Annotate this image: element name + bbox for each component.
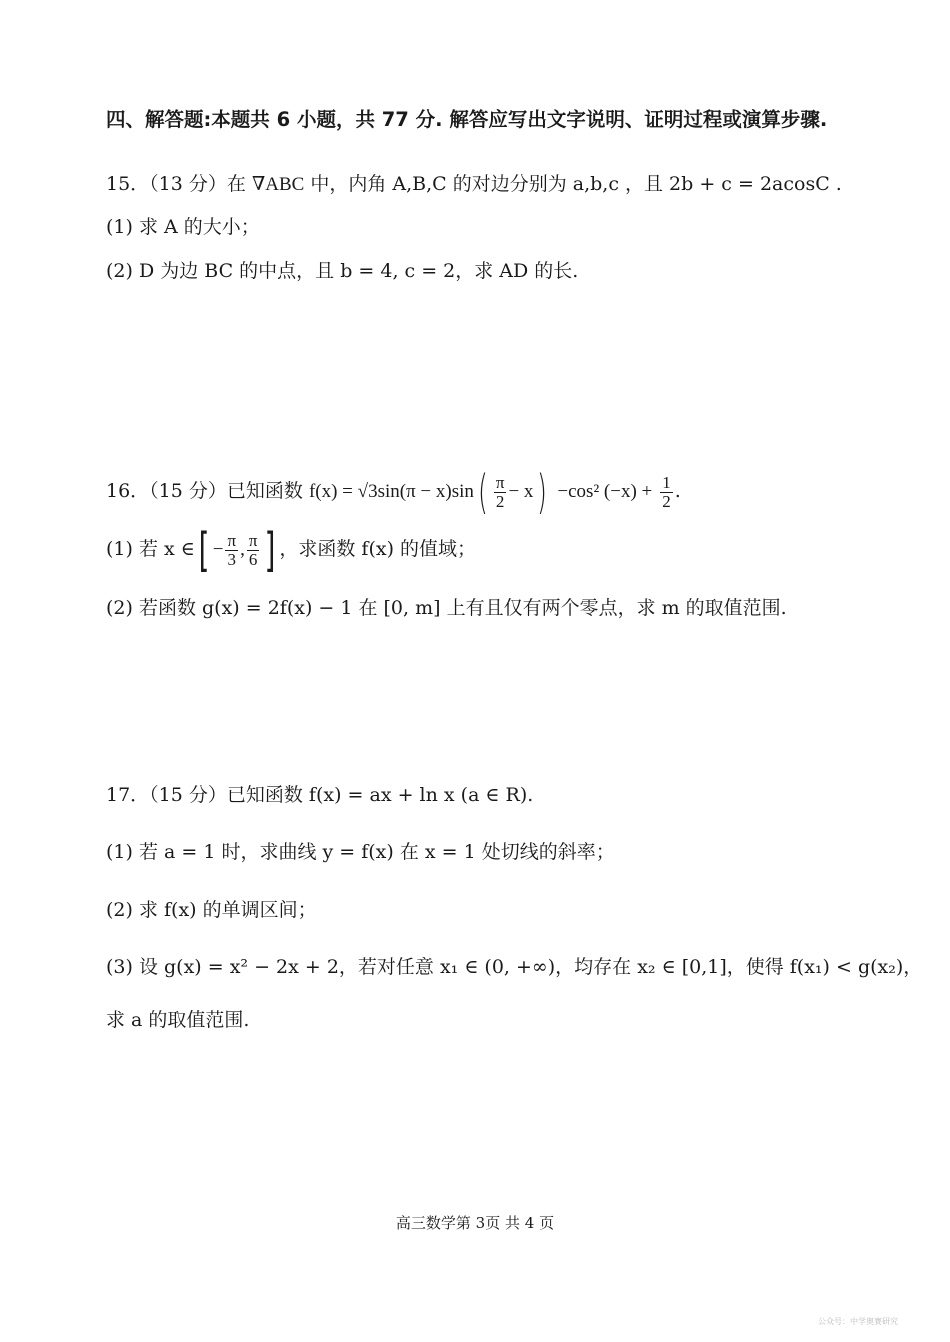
problem-17-part-3: (3) 设 g(x) = x² − 2x + 2，若对任意 x₁ ∈ (0, +∞)，均存在 x₂ ∈ [0,1]，使得 f(x₁) < g(x₂)， — [106, 956, 923, 978]
frac-den: 3 — [227, 549, 237, 569]
f16-tail: −cos² (−x) + — [557, 481, 653, 502]
frac-pi-over-3 — [225, 532, 238, 569]
left-paren-icon: ( — [477, 465, 488, 519]
watermark: 公众号：中学奥赛研究 — [818, 1317, 898, 1326]
right-bracket-icon: ] — [265, 523, 276, 577]
problem-15-header: 15．（13 分）在 — [106, 173, 246, 195]
left-bracket-icon: [ — [198, 523, 210, 577]
frac-num: 1 — [662, 472, 671, 492]
triangle-label: ∇ABC — [251, 174, 305, 195]
f16-mid: − x — [508, 481, 534, 502]
frac-den: 2 — [495, 491, 505, 511]
problem-15-stem — [106, 172, 842, 197]
f16-end: . — [674, 480, 681, 502]
page-footer: 高三数学第 3页 共 4 页 — [395, 1214, 555, 1232]
p16-1-pre: (1) 若 x ∈ — [106, 538, 195, 560]
frac-pi-over-2 — [494, 474, 507, 511]
right-paren-icon: ) — [537, 465, 548, 519]
problem-15-part-1: (1) 求 A 的大小； — [106, 216, 260, 238]
problem-16-part-1: (1) 若 x ∈[ − $\frac{\pi}{3}$ , $\frac{\pi}{6}$ ] ，求函数 f(x) 的值域； — [106, 523, 477, 577]
frac-one-half — [660, 474, 673, 511]
frac-num: π — [248, 530, 258, 550]
frac-pi-over-6 — [247, 532, 260, 569]
section-heading: 四、解答题:本题共 6 小题，共 77 分. 解答应写出文字说明、证明过程或演算步骤. — [106, 108, 828, 131]
problem-17-part-2: (2) 求 f(x) 的单调区间； — [106, 899, 317, 921]
problem-16-part-2: (2) 若函数 g(x) = 2f(x) − 1 在 [0, m] 上有且仅有两个零点，求 m 的取值范围. — [106, 597, 787, 619]
problem-17-part-3-cont: 求 a 的取值范围. — [106, 1009, 250, 1031]
frac-den: 6 — [248, 549, 258, 569]
problem-15-part-2: (2) D 为边 BC 的中点，且 b = 4, c = 2，求 AD 的长. — [106, 260, 579, 282]
frac-num: π — [495, 472, 505, 492]
p16-1-post: ，求函数 f(x) 的值域； — [279, 538, 477, 560]
frac-num: π — [227, 530, 237, 550]
problem-17-stem: 17．（15 分）已知函数 f(x) = ax + ln x (a ∈ R). — [106, 784, 534, 806]
problem-17-part-1: (1) 若 a = 1 时，求曲线 y = f(x) 在 x = 1 处切线的斜率； — [106, 841, 615, 863]
problem-15-stem-rest: 中，内角 A,B,C 的对边分别为 a,b,c ，且 2b + c = 2acosC . — [310, 173, 842, 195]
problem-16-stem — [106, 465, 681, 519]
frac-den: 2 — [662, 491, 671, 511]
f16-lhs: f(x) = √3sin(π − x)sin — [308, 481, 474, 502]
problem-16-header: 16．（15 分）已知函数 — [106, 480, 303, 502]
